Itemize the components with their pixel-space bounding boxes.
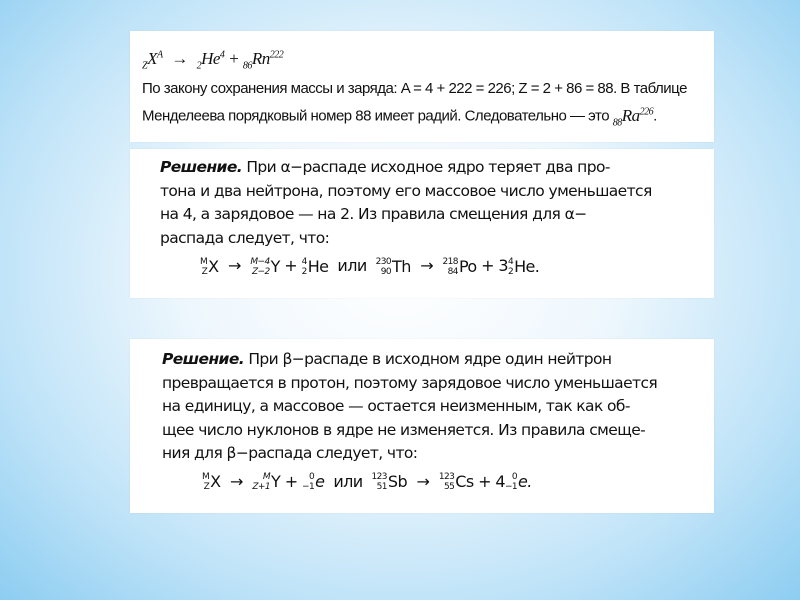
beta-line-3: на единицу, а массовое — остается неизменным, так как об- <box>162 397 630 415</box>
beta-line-1-text: При β−распаде в исходном ядре один нейтрон <box>244 350 612 368</box>
electron-symbol: e <box>315 472 325 492</box>
nuclide-he-charge: 2 <box>301 266 307 277</box>
beta-solution-panel <box>130 339 714 513</box>
beta-equation <box>162 470 702 494</box>
nuclide-y-mass: M <box>262 472 270 482</box>
ra-charge: 88 <box>612 117 622 129</box>
condition-line-2 <box>142 100 704 134</box>
nuclide-th-symbol: Th <box>392 256 411 276</box>
alpha-line-1 <box>160 156 702 180</box>
nuclide-y <box>252 470 280 494</box>
ra-mass: 226 <box>639 106 654 118</box>
nuclide-po-mass: 218 <box>442 256 458 267</box>
nuclide-x <box>202 470 221 494</box>
he-mass: 4 <box>219 49 225 60</box>
nuclide-y-mass: M−4 <box>250 256 270 267</box>
plus: + <box>228 48 240 68</box>
nuclide-cs <box>439 470 474 494</box>
nuclide-x-symbol: X <box>210 472 221 492</box>
nuclide-he-2-symbol: He. <box>514 256 540 276</box>
x-symbol: X <box>147 48 157 68</box>
beta-line-1 <box>162 348 702 372</box>
nuclide-po-symbol: Po <box>458 256 477 276</box>
nuclide-sb-mass: 123 <box>371 472 387 482</box>
condition-line-1: По закону сохранения массы и заряда: A = 4 + 222 = 226; Z = 2 + 86 = 88. В таблице <box>142 80 687 98</box>
nuclide-he <box>302 255 329 279</box>
rn-mass: 222 <box>269 49 284 60</box>
arrow: → <box>228 256 241 275</box>
plus: + <box>284 256 298 275</box>
nuclide-he-2-charge: 2 <box>507 266 514 277</box>
nuclide-x-symbol: X <box>208 256 219 276</box>
plus: + <box>284 471 298 491</box>
coefficient: + 3 <box>481 256 508 275</box>
he-charge: 2 <box>196 60 202 72</box>
nuclide-x-charge: Z <box>203 482 210 492</box>
nuclide-th <box>376 255 411 279</box>
nuclide-sb <box>372 470 408 494</box>
nuclide-sb-symbol: Sb <box>387 472 408 492</box>
rn-symbol: Rn <box>251 48 270 68</box>
alpha-solution-panel <box>130 149 714 298</box>
electron-mass: 0 <box>308 472 315 482</box>
x-mass: A <box>156 49 163 60</box>
nuclide-y <box>250 255 279 279</box>
nuclide-x-mass: M <box>202 472 210 482</box>
decay-formula <box>142 43 704 77</box>
alpha-equation <box>160 254 702 278</box>
electron-2 <box>505 470 532 494</box>
nuclide-x <box>200 255 219 279</box>
or-word: или <box>337 256 367 275</box>
condition-panel <box>130 31 714 142</box>
solution-heading: Решение. <box>160 158 243 176</box>
alpha-line-3: на 4, а зарядовое — на 2. Из правила смещения для α− <box>160 205 587 223</box>
nuclide-th-charge: 90 <box>380 266 392 277</box>
beta-line-4: щее число нуклонов в ядре не изменяется. Из правила смеще- <box>162 420 646 439</box>
condition-line-2-text: Менделеева порядковый номер 88 имеет радий. Следовательно — это <box>142 107 610 125</box>
nuclide-y-symbol: Y <box>270 256 280 276</box>
nuclide-y-charge: Z−2 <box>251 266 270 277</box>
solution-heading: Решение. <box>162 350 245 368</box>
or-word: или <box>333 471 363 491</box>
beta-line-2: превращается в протон, поэтому зарядовое число уменьшается <box>162 373 658 392</box>
nuclide-sb-charge: 51 <box>376 482 387 492</box>
nuclide-cs-mass: 123 <box>438 472 455 482</box>
arrow: → <box>171 48 188 68</box>
electron-charge: −1 <box>302 482 315 492</box>
period: . <box>653 107 657 125</box>
electron-2-mass: 0 <box>511 472 518 482</box>
arrow: → <box>230 471 243 491</box>
he-symbol: He <box>201 48 220 68</box>
rn-charge: 86 <box>242 60 252 72</box>
nuclide-x-mass: M <box>200 256 208 267</box>
electron-2-charge: −1 <box>504 482 518 492</box>
nuclide-y-charge: Z+1 <box>252 482 270 492</box>
arrow: → <box>420 256 434 275</box>
nuclide-he-mass: 4 <box>301 256 307 267</box>
nuclide-he-2-mass: 4 <box>507 256 514 267</box>
nuclide-he-2 <box>508 255 539 279</box>
nuclide-po <box>443 255 477 279</box>
arrow: → <box>416 471 430 491</box>
ra-symbol: Ra <box>621 105 640 125</box>
electron <box>302 470 324 494</box>
alpha-line-4: распада следует, что: <box>160 228 330 247</box>
coefficient: + 4 <box>478 471 505 491</box>
nuclide-he-symbol: He <box>307 256 329 276</box>
nuclide-cs-symbol: Cs <box>455 472 474 492</box>
x-charge: Z <box>142 60 148 72</box>
nuclide-x-charge: Z <box>201 266 208 277</box>
beta-line-5: ния для β−распада следует, что: <box>162 444 418 462</box>
nuclide-th-mass: 230 <box>375 256 392 267</box>
alpha-line-1-text: При α−распаде исходное ядро теряет два про- <box>242 158 610 176</box>
nuclide-y-symbol: Y <box>271 472 281 492</box>
nuclide-cs-charge: 55 <box>443 482 455 492</box>
nuclide-po-charge: 84 <box>447 266 458 277</box>
alpha-line-2: тона и два нейтрона, поэтому его массовое число уменьшается <box>160 181 652 200</box>
electron-2-symbol: e. <box>518 472 532 492</box>
